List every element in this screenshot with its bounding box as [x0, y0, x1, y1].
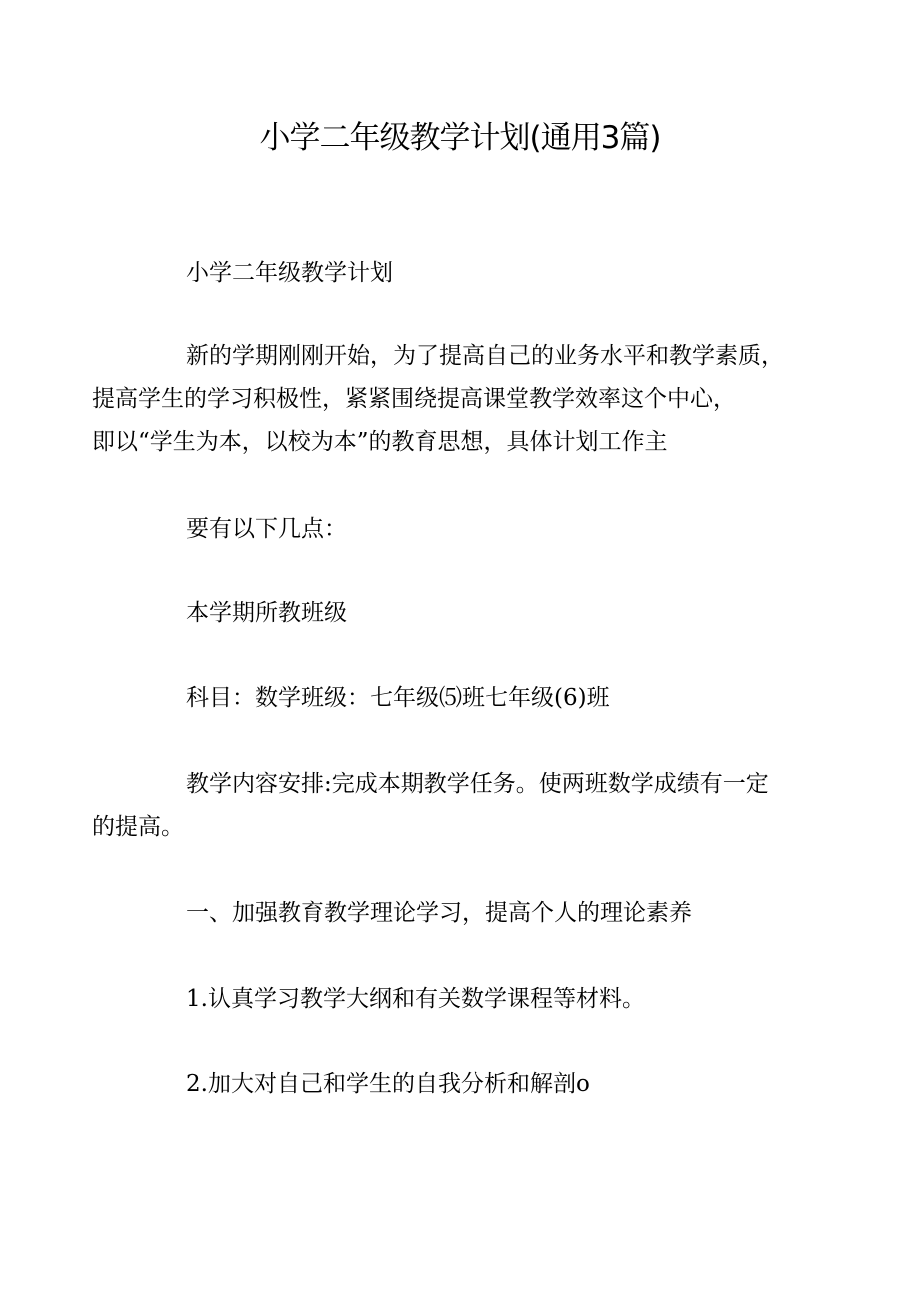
paragraph-line: 2.加大对自己和学生的自我分析和解剖o: [186, 1071, 590, 1097]
section-heading-1: [139, 892, 789, 935]
list-item-1: [139, 978, 789, 1021]
paragraph-line: 1.认真学习教学大纲和有关数学课程等材料。: [186, 986, 645, 1012]
list-item-2: [139, 1063, 789, 1106]
document-title: 小学二年级教学计划(通用3篇): [259, 120, 661, 156]
paragraph-subtitle: [139, 252, 789, 295]
paragraph-line: 要有以下几点：: [186, 516, 347, 542]
paragraph-content-plan: [92, 763, 789, 849]
paragraph-line: 小学二年级教学计划: [186, 260, 393, 286]
paragraph-line: 提高学生的学习积极性，紧紧围绕提高课堂教学效率这个中心，: [92, 386, 736, 412]
paragraph-line: 即以“学生为本，以校为本”的教育思想，具体计划工作主: [92, 429, 668, 455]
paragraph-subject-classes: [139, 677, 789, 720]
paragraph-classes-heading: [139, 592, 789, 635]
paragraph-line: 一、加强教育教学理论学习，提高个人的理论素养: [186, 900, 692, 926]
paragraph-line: 新的学期刚刚开始，为了提高自己的业务水平和教学素质，: [186, 343, 784, 369]
paragraph-line: 教学内容安排:完成本期教学任务。使两班数学成绩有一定: [186, 771, 769, 797]
paragraph-intro: [92, 335, 789, 464]
paragraph-points-intro: [139, 508, 789, 551]
paragraph-line: 科目：数学班级：七年级⑸班七年级(6)班: [186, 685, 610, 711]
paragraph-line: 的提高。: [92, 814, 184, 840]
paragraph-line: 本学期所教班级: [186, 600, 347, 626]
